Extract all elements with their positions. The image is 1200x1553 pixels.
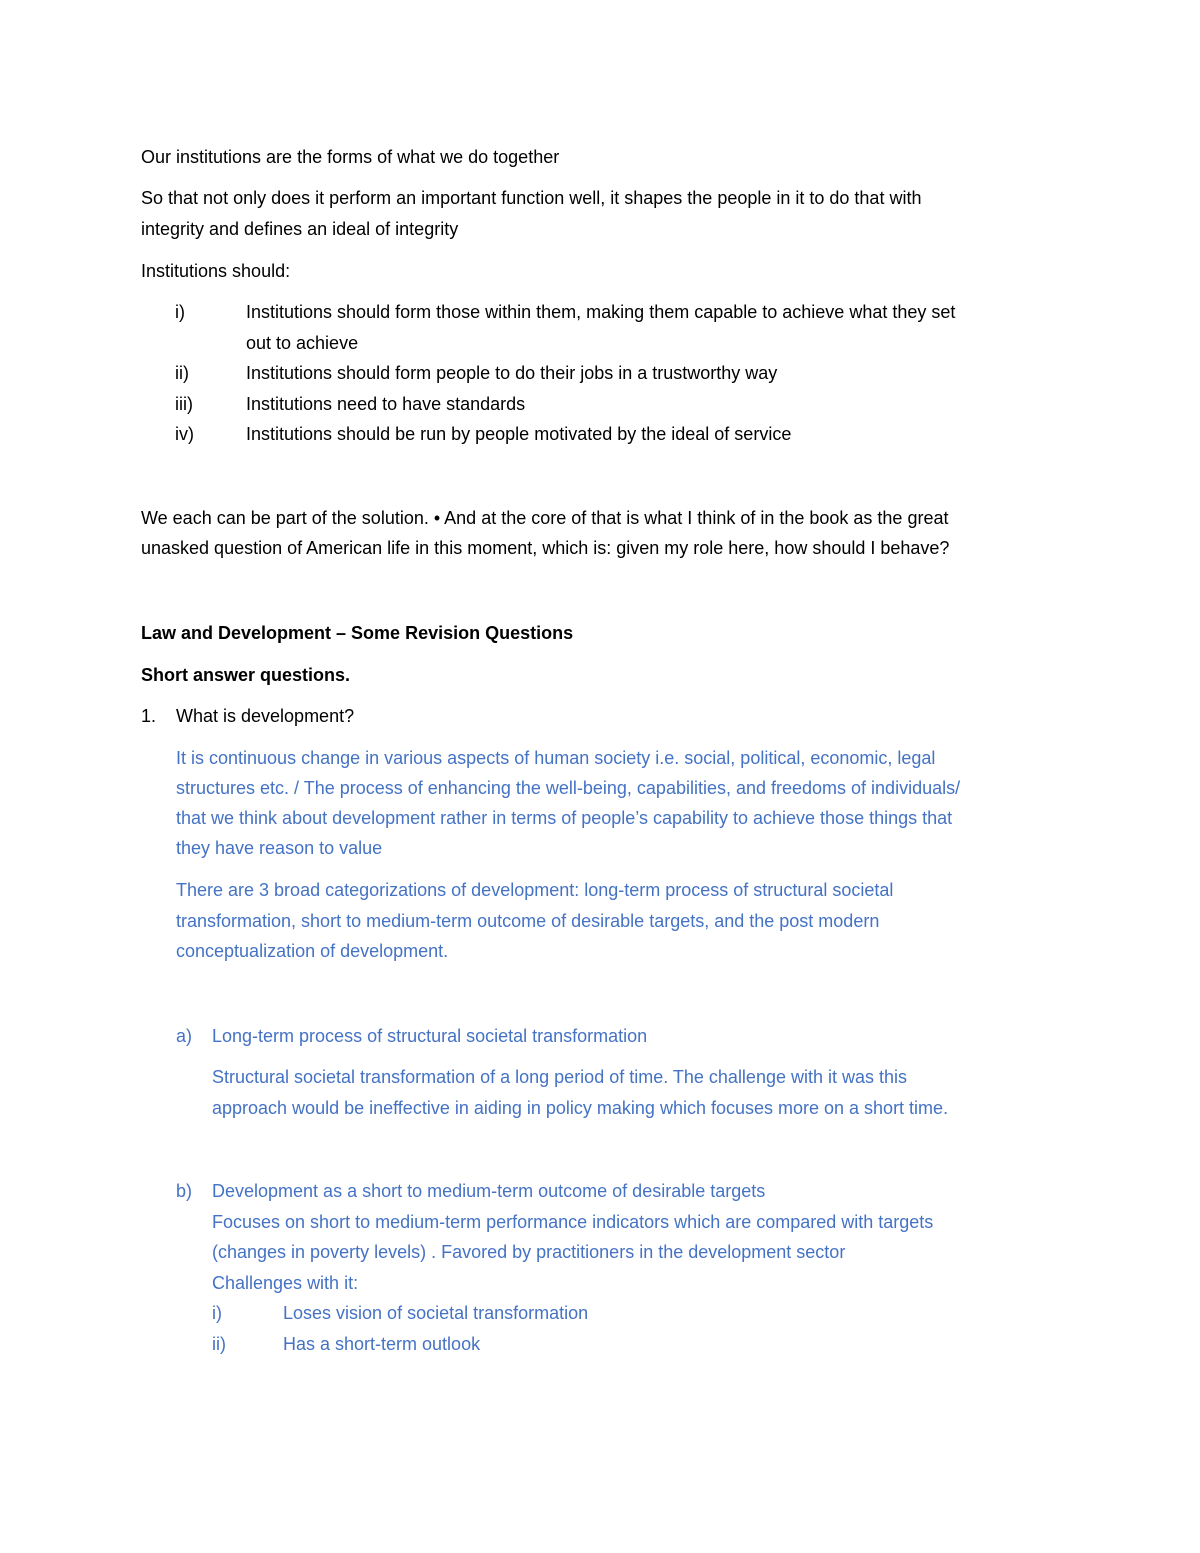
sub-item-marker: a) bbox=[176, 1026, 193, 1046]
answer-line: structures etc. / The process of enhancing the well-being, capabilities, and freedoms of individuals/ bbox=[176, 778, 961, 798]
answer-line: transformation, short to medium-term outcome of desirable targets, and the post modern bbox=[176, 911, 880, 931]
list-marker: iii) bbox=[175, 394, 193, 414]
list-item-text: Institutions should form those within them, making them capable to achieve what they set bbox=[246, 302, 956, 322]
question-number: 1. bbox=[141, 706, 157, 726]
intro-line-3: Institutions should: bbox=[141, 261, 291, 281]
solution-line-1: We each can be part of the solution. • And at the core of that is what I think of in the book as the great bbox=[141, 508, 949, 528]
question-text: What is development? bbox=[176, 706, 355, 726]
sub-item-body: approach would be ineffective in aiding in policy making which focuses more on a short time. bbox=[212, 1098, 949, 1118]
list-item-text: Institutions need to have standards bbox=[246, 394, 526, 414]
list-item-text: Institutions should be run by people motivated by the ideal of service bbox=[246, 424, 792, 444]
sub-item-title: Long-term process of structural societal transformation bbox=[212, 1026, 648, 1046]
revision-heading: Law and Development – Some Revision Questions bbox=[141, 623, 574, 643]
sub-item-body: Challenges with it: bbox=[212, 1273, 359, 1293]
list-marker: iv) bbox=[175, 424, 194, 444]
intro-line-2b: integrity and defines an ideal of integrity bbox=[141, 219, 459, 239]
challenge-text: Has a short-term outlook bbox=[283, 1334, 481, 1354]
revision-subheading: Short answer questions. bbox=[141, 665, 351, 685]
solution-line-2: unasked question of American life in this moment, which is: given my role here, how should I behave? bbox=[141, 538, 950, 558]
challenge-text: Loses vision of societal transformation bbox=[283, 1303, 589, 1323]
sub-item-body: Structural societal transformation of a long period of time. The challenge with it was this bbox=[212, 1067, 908, 1087]
sub-item-title: Development as a short to medium-term outcome of desirable targets bbox=[212, 1181, 766, 1201]
challenge-marker: i) bbox=[212, 1303, 222, 1323]
list-item-text: out to achieve bbox=[246, 333, 359, 353]
list-marker: i) bbox=[175, 302, 185, 322]
sub-item-body: Focuses on short to medium-term performance indicators which are compared with targets bbox=[212, 1212, 934, 1232]
list-marker: ii) bbox=[175, 363, 189, 383]
challenge-marker: ii) bbox=[212, 1334, 226, 1354]
sub-item-marker: b) bbox=[176, 1181, 193, 1201]
intro-line-2a: So that not only does it perform an important function well, it shapes the people in it to do that with bbox=[141, 188, 922, 208]
answer-line: conceptualization of development. bbox=[176, 941, 449, 961]
answer-line: that we think about development rather in terms of people’s capability to achieve those things that bbox=[176, 808, 953, 828]
answer-line: There are 3 broad categorizations of development: long-term process of structural societal bbox=[176, 880, 894, 900]
intro-line-1: Our institutions are the forms of what we do together bbox=[141, 147, 560, 167]
sub-item-body: (changes in poverty levels) . Favored by practitioners in the development sector bbox=[212, 1242, 846, 1262]
list-item-text: Institutions should form people to do their jobs in a trustworthy way bbox=[246, 363, 778, 383]
answer-line: they have reason to value bbox=[176, 838, 383, 858]
answer-line: It is continuous change in various aspects of human society i.e. social, political, economic, legal bbox=[176, 748, 936, 768]
